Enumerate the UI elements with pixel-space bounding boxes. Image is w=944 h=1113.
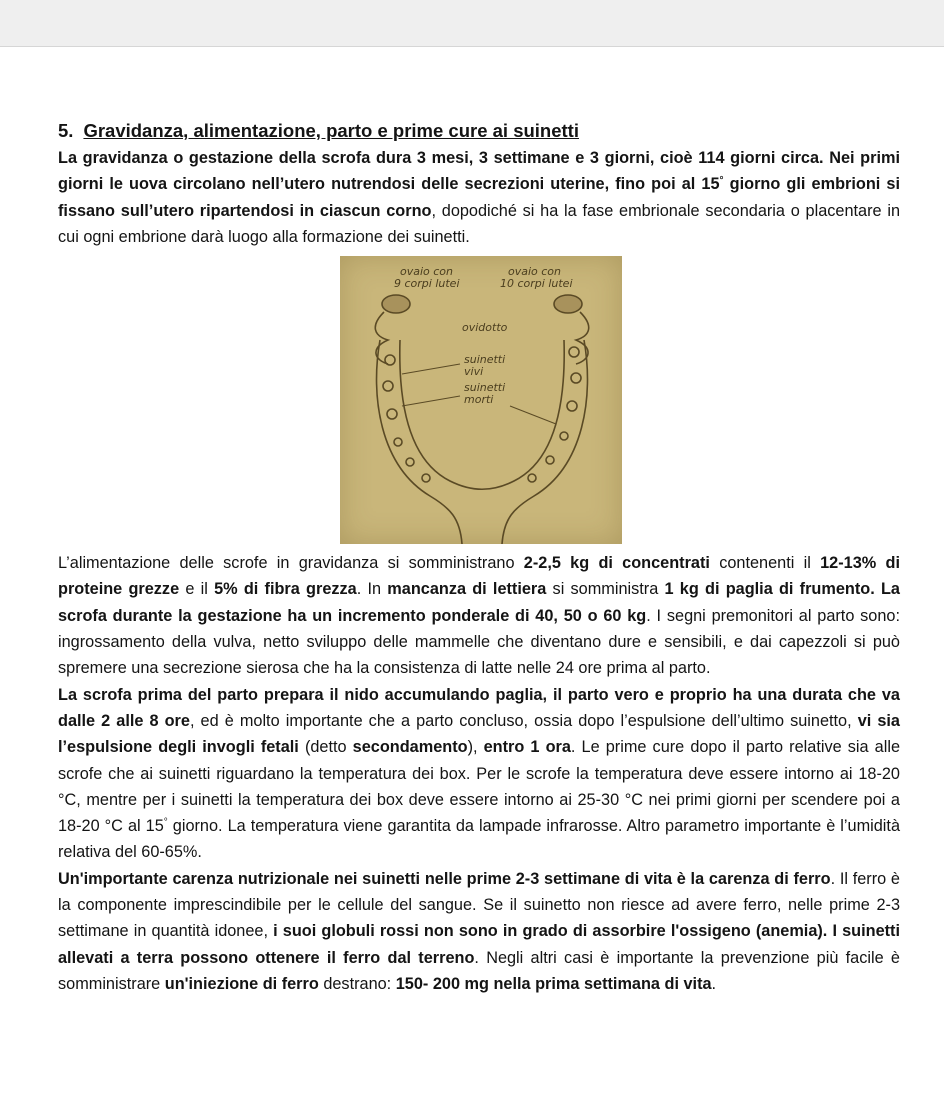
bold-text: 2-2,5 kg di concentrati bbox=[523, 554, 710, 573]
bold-text: giorno gli embrioni si fissano sull’utero ripartendosi in ciascun corno bbox=[58, 175, 900, 220]
bold-text: 12-13% di proteine grezze bbox=[58, 554, 900, 599]
bold-text: 1 kg di paglia di frumento. La scrofa durante la gestazione ha un incremento ponderale di 40, 50 o 60 kg bbox=[58, 580, 900, 625]
label-corpi-lutei-right: 10 corpi lutei bbox=[500, 277, 573, 291]
plain-text: L’alimentazione delle scrofe in gravidanza si somministrano bbox=[58, 554, 524, 573]
plain-text: giorno. La temperatura viene garantita da lampade infrarosse. Altro parametro importante è l’umidità relativa del 60-65%. bbox=[58, 817, 900, 862]
plain-text: destrano: bbox=[318, 974, 396, 993]
plain-text: . bbox=[711, 974, 717, 993]
label-suinetti-morti-1: suinetti bbox=[464, 381, 506, 395]
label-ovaio-left: ovaio con bbox=[400, 265, 454, 279]
app-top-bar bbox=[0, 0, 944, 47]
bold-text: un'iniezione di ferro bbox=[164, 974, 319, 993]
plain-text: . Negli altri casi è importante la prevenzione più facile è somministrare bbox=[58, 948, 900, 993]
plain-text: . Il ferro è la componente imprescindibile per le cellule del sangue. Se il suinetto non riesce ad avere ferro, nelle prime 2-3 settimane in quantità idonee, bbox=[58, 869, 900, 941]
section-heading bbox=[58, 118, 900, 144]
label-corpi-lutei-left: 9 corpi lutei bbox=[394, 277, 460, 291]
plain-text: , ed è molto importante che a parto concluso, ossia dopo l’espulsione dell’ultimo suinetto, bbox=[189, 711, 858, 730]
paragraph-parto bbox=[58, 682, 900, 866]
bold-text: 5% di fibra grezza bbox=[214, 580, 357, 599]
bold-text: La scrofa prima del parto prepara il nido accumulando paglia, il parto vero e proprio ha una durata che va dalle 2 alle 8 ore bbox=[58, 685, 900, 730]
section-number: 5. bbox=[58, 120, 74, 141]
bold-text: 150- 200 mg nella prima settimana di vita bbox=[395, 974, 712, 993]
bold-text: vi sia l’espulsione degli invogli fetali bbox=[58, 711, 900, 757]
degree-superscript: ° bbox=[719, 175, 724, 187]
label-suinetti-vivi-1: suinetti bbox=[464, 353, 506, 367]
plain-text: si somministra bbox=[546, 580, 665, 599]
paragraph-alimentazione bbox=[58, 550, 900, 681]
document-page bbox=[58, 118, 900, 997]
degree-superscript: ° bbox=[163, 817, 168, 829]
plain-text: , dopodiché si ha la fase embrionale secondaria o placentare in cui ogni embrione darà luogo alla formazione dei suinetti. bbox=[58, 201, 900, 246]
label-suinetti-vivi-2: vivi bbox=[464, 365, 484, 379]
bold-text: entro 1 ora bbox=[483, 738, 571, 757]
plain-text: . In bbox=[356, 580, 388, 599]
label-suinetti-morti-2: morti bbox=[464, 393, 494, 407]
bold-text: Un'importante carenza nutrizionale nei suinetti nelle prime 2-3 settimane di vita è la carenza di ferro bbox=[58, 869, 831, 888]
uterus-diagram-figure bbox=[340, 256, 622, 544]
bold-text: i suoi globuli rossi non sono in grado di assorbire l'ossigeno (anemia). I suinetti allevati a terra possono ottenere il ferro dal terreno bbox=[58, 922, 900, 967]
paragraph-gravidanza bbox=[58, 145, 900, 250]
plain-text: ), bbox=[467, 738, 484, 757]
plain-text: e il bbox=[179, 580, 215, 599]
plain-text: (detto bbox=[298, 738, 353, 757]
section-title: Gravidanza, alimentazione, parto e prime cure ai suinetti bbox=[83, 120, 579, 141]
bold-text: La gravidanza o gestazione della scrofa dura 3 mesi, 3 settimane e 3 giorni, cioè 114 giorni circa. Nei primi giorni le uova circolano nell’utero nutrendosi delle secrezioni uterine, fino poi al 15 bbox=[58, 149, 900, 194]
plain-text: . Le prime cure dopo il parto relative sia alle scrofe che ai suinetti riguardano la temperatura dei box. Per le scrofe la temperatura deve essere intorno ai 18-20 °C, mentre per i suinetti la temperatura dei box deve essere intorno ai 25-30 °C nei primi giorni per scendere poi a 18-20 °C al 15 bbox=[58, 738, 900, 836]
label-ovidotto: ovidotto bbox=[462, 321, 508, 335]
plain-text: . I segni premonitori al parto sono: ingrossamento della vulva, netto sviluppo delle mammelle che diventano dure e sensibili, e dai capezzoli si può spremere una secrezione sierosa che ha la consistenza di latte nelle 24 ore prima al parto. bbox=[58, 606, 900, 678]
bold-text: mancanza di lettiera bbox=[387, 580, 547, 599]
paragraph-ferro bbox=[58, 866, 900, 997]
label-ovaio-right: ovaio con bbox=[508, 265, 562, 279]
bold-text: secondamento bbox=[352, 738, 468, 757]
plain-text: contenenti il bbox=[709, 554, 821, 573]
